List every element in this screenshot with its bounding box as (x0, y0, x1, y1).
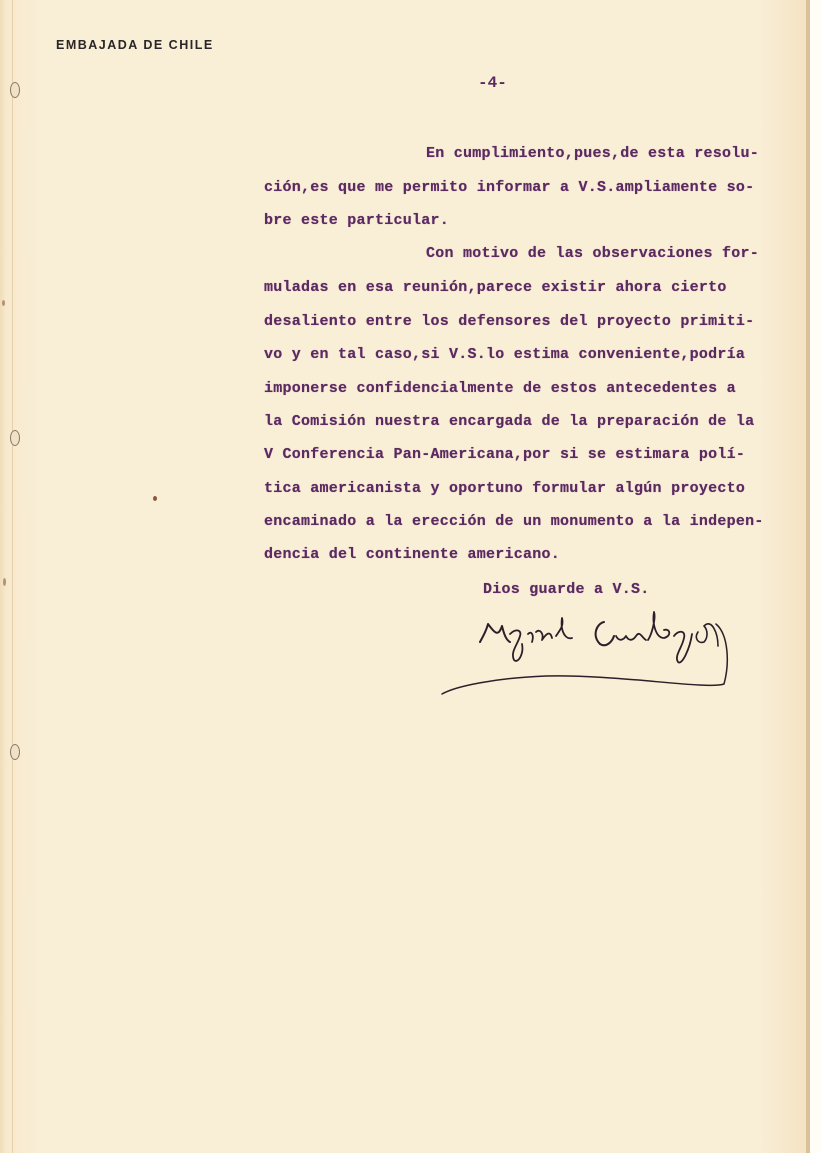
body-line: desaliento entre los defensores del proyecto primiti- (264, 313, 755, 330)
body-line: muladas en esa reunión,parece existir ahora cierto (264, 279, 727, 296)
edge-stain (2, 300, 5, 306)
punch-hole-mark (10, 744, 20, 760)
body-line: encaminado a la erección de un monumento a la indepen- (264, 513, 764, 530)
body-line: vo y en tal caso,si V.S.lo estima conveniente,podría (264, 346, 746, 363)
body-line: ción,es que me permito informar a V.S.ampliamente so- (264, 179, 755, 196)
body-line: En cumplimiento,pues,de esta resolu- (426, 145, 760, 162)
letterhead: EMBAJADA DE CHILE (56, 38, 214, 52)
ink-speck (153, 496, 157, 501)
body-line: bre este particular. (264, 212, 450, 229)
edge-stain (3, 578, 6, 586)
page-margin-line (12, 0, 13, 1153)
body-line: imponerse confidencialmente de estos antecedentes a (264, 380, 736, 397)
body-line: dencia del continente americano. (264, 546, 561, 563)
punch-hole-mark (10, 430, 20, 446)
page-edge-shadow (806, 0, 810, 1153)
handwritten-signature (436, 604, 736, 704)
body-line: la Comisión nuestra encargada de la preparación de la (264, 413, 755, 430)
body-line: V Conferencia Pan-Americana,por si se estimara polí- (264, 446, 746, 463)
body-line: tica americanista y oportuno formular algún proyecto (264, 480, 746, 497)
body-line: Con motivo de las observaciones for- (426, 245, 760, 262)
punch-hole-mark (10, 82, 20, 98)
page-number: -4- (478, 74, 507, 92)
closing-line: Dios guarde a V.S. (483, 581, 650, 598)
